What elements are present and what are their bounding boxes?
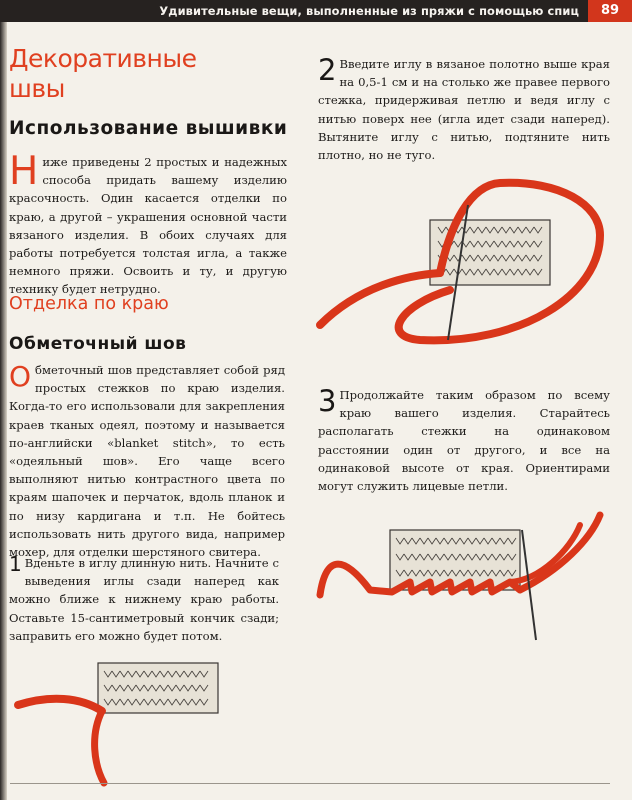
section-subtitle: Использование вышивки (9, 118, 288, 139)
overcast-drop-cap: О (9, 360, 32, 393)
step-3-paragraph (318, 386, 610, 495)
header-title: Удивительные вещи, выполненные из пряжи с помощью спиц (159, 4, 579, 18)
step-2-illustration (300, 165, 620, 375)
step-3-text: Продолжайте таким образом по всему краю вашего изделия. Старайтесь располагать стежки на одинаковом расстоянии один от другого, и все на одинаковой высоте от края. Ориентирами могут служить лицевые петли. (318, 388, 610, 494)
overcast-text: бметочный шов представляет собой ряд простых стежков по краю изделия. Когда-то его использовали для закрепления краев тканых одеял, поэтому и называется по-английски «blanket stitch», то есть «одеяльный шов». Его чаще всего выполняют нитью контрастного цвета по краям шапочек и перчаток, вдоль планок и по низу кардигана и т.п. Не бойтесь использовать нить другого вида, например мохер, для отделки шерстяного свитера. (9, 363, 285, 560)
overcast-paragraph (9, 361, 285, 561)
section-title: Декоративные швы (9, 44, 197, 103)
intro-paragraph (9, 149, 287, 299)
stitch-heading: Обметочный шов (9, 334, 187, 354)
step-2-paragraph (318, 55, 610, 164)
page-number: 89 (588, 0, 632, 22)
step-3-number: 3 (318, 384, 337, 418)
page-edge-shadow (0, 22, 7, 800)
intro-text: иже приведены 2 простых и надежных способа придать вашему изделию красочность. Один касается отделки по краю, а другой – украшения основной части вязаного изделия. В обоих случаях для работы потребуется толстая игла, а также немного пряжи. Освоить и ту, и другую технику будет нетрудно. (9, 155, 287, 297)
step-2-text: Введите иглу в вязаное полотно выше края на 0,5-1 см и на столько же правее первого стежка, придерживая петлю и ведя иглу с нитью поверх нее (игла идет сзади наперед). Вытяните иглу с нитью, подтяните нить плотно, но не туго. (318, 57, 610, 163)
step-3-illustration (310, 510, 610, 660)
step-1-paragraph (9, 554, 279, 645)
running-header (0, 0, 632, 22)
intro-drop-cap: Н (9, 149, 39, 194)
edge-heading: Отделка по краю (9, 294, 169, 314)
step-1-number: 1 (9, 552, 22, 576)
step-1-text: Вденьте в иглу длинную нить. Начните с выведения иглы сзади наперед как можно ближе к нижнему краю работы. Оставьте 15-сантиметровый кончик сзади; заправить его можно будет потом. (9, 556, 279, 643)
footer-rule (10, 783, 610, 784)
step-1-illustration (10, 655, 295, 790)
step-2-number: 2 (318, 53, 337, 87)
